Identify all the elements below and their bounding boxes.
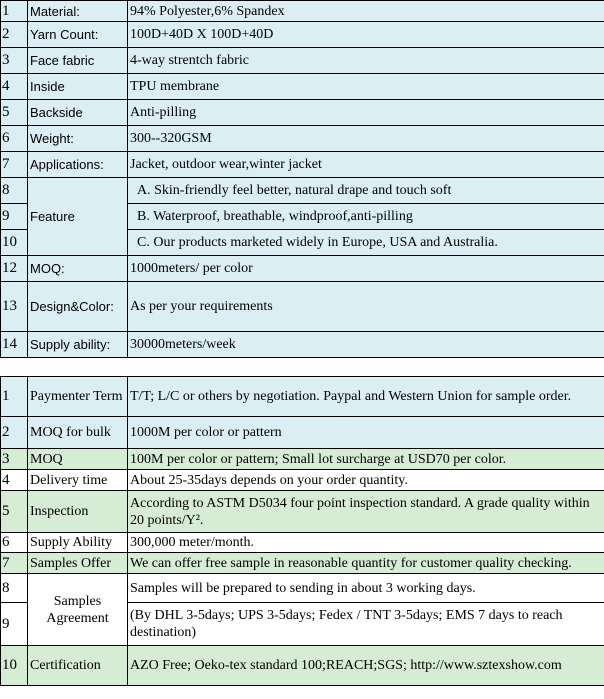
row-value: Jacket, outdoor wear,winter jacket	[128, 152, 604, 178]
row-value: TPU membrane	[128, 74, 604, 100]
row-label: Design&Color:	[28, 282, 128, 332]
row-label: Material:	[28, 1, 128, 22]
terms-table	[0, 376, 604, 686]
row-number: 12	[1, 256, 28, 282]
table-row	[1, 152, 604, 178]
row-value: We can offer free sample in reasonable quantity for customer quality checking.	[128, 553, 604, 574]
table-row	[1, 646, 604, 686]
table-row	[1, 1, 604, 22]
row-label: Face fabric	[28, 48, 128, 74]
row-number: 4	[1, 74, 28, 100]
table-row	[1, 178, 604, 204]
row-number: 2	[1, 417, 28, 449]
row-value: Samples will be prepared to sending in about 3 working days.	[128, 574, 604, 603]
row-value: (By DHL 3-5days; UPS 3-5days; Fedex / TNT 3-5days; EMS 7 days to reach destination)	[128, 603, 604, 646]
row-number: 1	[1, 1, 28, 22]
table-row	[1, 22, 604, 48]
row-value: 4-way strentch fabric	[128, 48, 604, 74]
row-number: 9	[1, 204, 28, 230]
row-label: Weight:	[28, 126, 128, 152]
row-value: According to ASTM D5034 four point inspection standard. A grade quality within 20 points/Y².	[128, 491, 604, 533]
row-number: 7	[1, 152, 28, 178]
table-row	[1, 282, 604, 332]
row-number: 6	[1, 126, 28, 152]
row-label: Inspection	[28, 491, 128, 533]
row-number: 9	[1, 603, 28, 646]
row-label: Samples Agreement	[28, 574, 128, 646]
row-number: 3	[1, 449, 28, 470]
row-number: 10	[1, 646, 28, 686]
table-row	[1, 417, 604, 449]
table-row	[1, 470, 604, 491]
row-number: 14	[1, 332, 28, 358]
table-row	[1, 256, 604, 282]
row-value: 1000M per color or pattern	[128, 417, 604, 449]
row-label: Supply ability:	[28, 332, 128, 358]
row-number: 7	[1, 553, 28, 574]
row-label: Supply Ability	[28, 533, 128, 553]
row-label: Samples Offer	[28, 553, 128, 574]
row-value: 300--320GSM	[128, 126, 604, 152]
row-number: 13	[1, 282, 28, 332]
table-row	[1, 126, 604, 152]
row-label: MOQ	[28, 449, 128, 470]
row-value: C. Our products marketed widely in Europe, USA and Australia.	[128, 230, 604, 256]
row-value: AZO Free; Oeko-tex standard 100;REACH;SGS; http://www.sztexshow.com	[128, 646, 604, 686]
row-number: 6	[1, 533, 28, 553]
row-label: MOQ for bulk	[28, 417, 128, 449]
row-label: Feature	[28, 178, 128, 256]
table-row	[1, 48, 604, 74]
row-label: Certification	[28, 646, 128, 686]
row-number: 8	[1, 178, 28, 204]
row-value: 1000meters/ per color	[128, 256, 604, 282]
row-value: As per your requirements	[128, 282, 604, 332]
table-row	[1, 377, 604, 417]
row-value: T/T; L/C or others by negotiation. Paypal and Western Union for sample order.	[128, 377, 604, 417]
row-label: Backside	[28, 100, 128, 126]
row-label: Applications:	[28, 152, 128, 178]
row-number: 2	[1, 22, 28, 48]
row-label: Inside	[28, 74, 128, 100]
table-row	[1, 449, 604, 470]
table-row	[1, 574, 604, 603]
row-number: 1	[1, 377, 28, 417]
row-label: MOQ:	[28, 256, 128, 282]
table-row	[1, 491, 604, 533]
table-row	[1, 553, 604, 574]
row-label: Paymenter Term	[28, 377, 128, 417]
row-number: 4	[1, 470, 28, 491]
table-row	[1, 533, 604, 553]
row-value: B. Waterproof, breathable, windproof,anti-pilling	[128, 204, 604, 230]
row-value: Anti-pilling	[128, 100, 604, 126]
row-label: Yarn Count:	[28, 22, 128, 48]
table-row	[1, 74, 604, 100]
table-row	[1, 332, 604, 358]
row-value: 30000meters/week	[128, 332, 604, 358]
row-value: About 25-35days depends on your order quantity.	[128, 470, 604, 491]
row-number: 10	[1, 230, 28, 256]
row-value: 100M per color or pattern; Small lot surcharge at USD70 per color.	[128, 449, 604, 470]
row-value: A. Skin-friendly feel better, natural drape and touch soft	[128, 178, 604, 204]
table-row	[1, 100, 604, 126]
row-value: 94% Polyester,6% Spandex	[128, 1, 604, 22]
row-number: 3	[1, 48, 28, 74]
row-number: 8	[1, 574, 28, 603]
row-number: 5	[1, 491, 28, 533]
row-value: 300,000 meter/month.	[128, 533, 604, 553]
row-label: Delivery time	[28, 470, 128, 491]
row-number: 5	[1, 100, 28, 126]
row-value: 100D+40D X 100D+40D	[128, 22, 604, 48]
